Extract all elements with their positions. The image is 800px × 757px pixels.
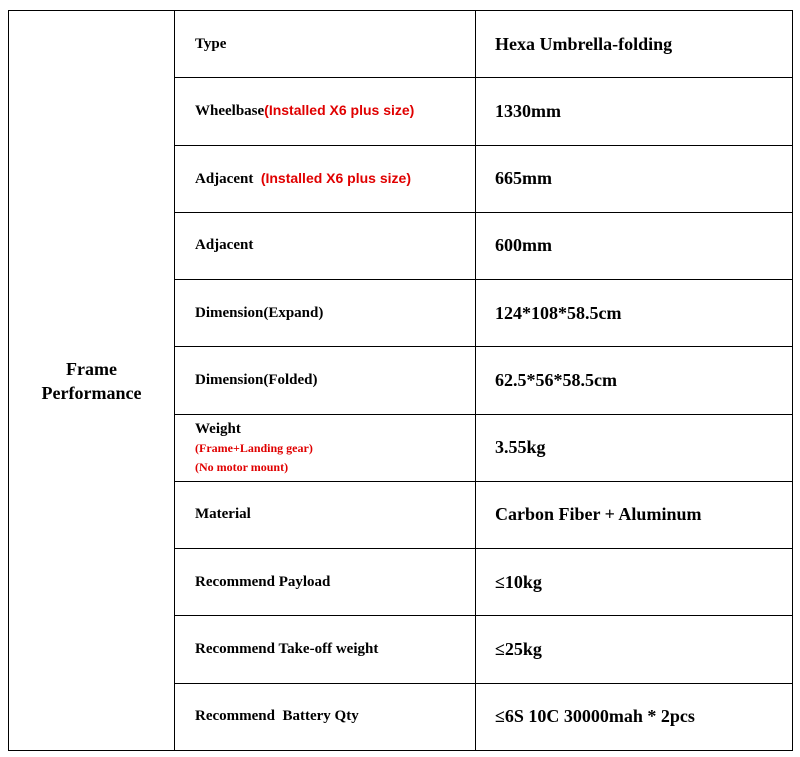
spec-label: Recommend Take-off weight [175, 616, 476, 683]
spec-table [8, 10, 793, 751]
spec-value: 665mm [476, 145, 793, 212]
spec-label: Dimension(Folded) [175, 347, 476, 414]
spec-label: Recommend Battery Qty [175, 683, 476, 750]
spec-label: Material [175, 481, 476, 548]
spec-value: 3.55kg [476, 414, 793, 481]
spec-value: ≤10kg [476, 549, 793, 616]
spec-label: Adjacent (Installed X6 plus size) [175, 145, 476, 212]
spec-value: ≤25kg [476, 616, 793, 683]
spec-value: 1330mm [476, 78, 793, 145]
spec-value: Carbon Fiber + Aluminum [476, 481, 793, 548]
category-cell [9, 11, 175, 751]
spec-label: Recommend Payload [175, 549, 476, 616]
spec-label: Dimension(Expand) [175, 280, 476, 347]
table-row [9, 11, 793, 78]
spec-label: Adjacent [175, 212, 476, 279]
spec-value: 124*108*58.5cm [476, 280, 793, 347]
spec-value: 62.5*56*58.5cm [476, 347, 793, 414]
spec-value: ≤6S 10C 30000mah * 2pcs [476, 683, 793, 750]
spec-label: Weight (Frame+Landing gear) (No motor mount) [175, 414, 476, 481]
spec-label: Type [175, 11, 476, 78]
spec-value: 600mm [476, 212, 793, 279]
category-line2: Performance [41, 382, 142, 403]
category-line1: Frame [66, 358, 117, 379]
spec-note: (Frame+Landing gear) [195, 440, 313, 455]
spec-note: (No motor mount) [195, 459, 289, 474]
spec-note: (Installed X6 plus size) [260, 169, 411, 186]
spec-note: (Installed X6 plus size) [264, 102, 415, 119]
spec-label: Wheelbase(Installed X6 plus size) [175, 78, 476, 145]
spec-value: Hexa Umbrella-folding [476, 11, 793, 78]
